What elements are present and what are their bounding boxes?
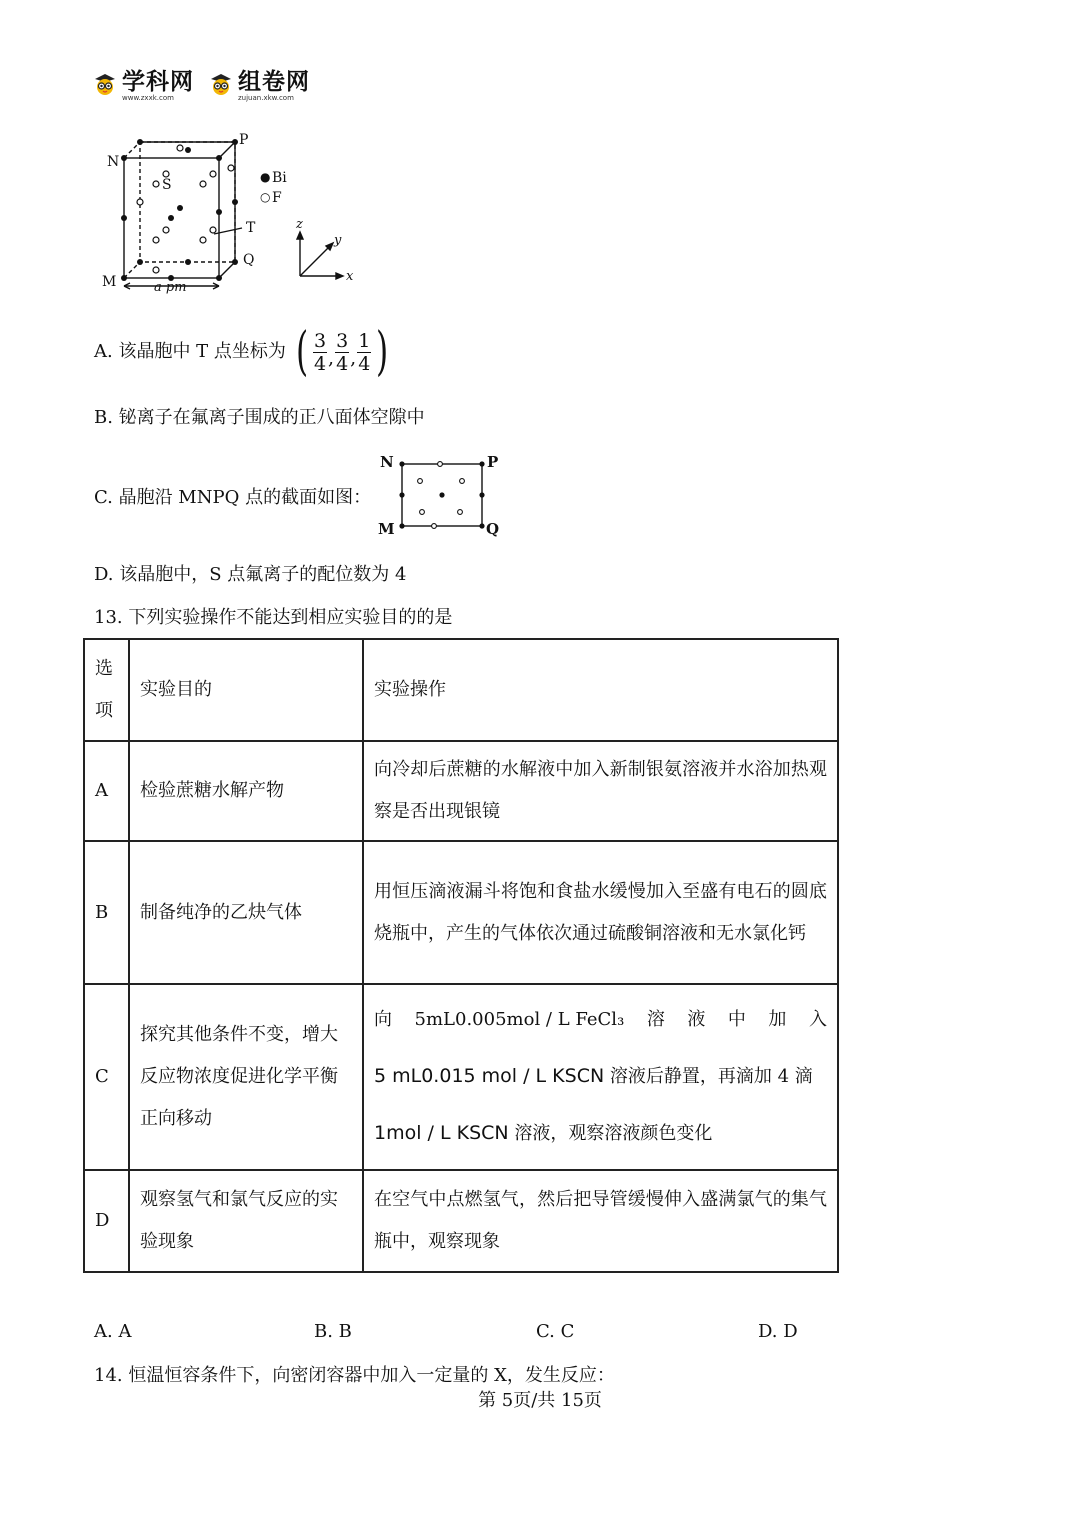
fraction: 1 4 xyxy=(358,329,371,375)
coordinate-tuple: ( 3 4 , 3 4 , 1 4 ) xyxy=(295,322,389,382)
choice-a[interactable]: A. A xyxy=(94,1321,132,1342)
row-option: A xyxy=(84,741,129,841)
row-purpose: 探究其他条件不变，增大反应物浓度促进化学平衡正向移动 xyxy=(129,984,363,1170)
point-t-label: T xyxy=(246,220,256,236)
vertex-m-label: M xyxy=(102,274,117,290)
row-operation: 在空气中点燃氢气，然后把导管缓慢伸入盛满氯气的集气瓶中，观察现象 xyxy=(363,1170,838,1272)
legend-bi-symbol: ● xyxy=(260,170,271,184)
choice-d[interactable]: D. D xyxy=(758,1321,798,1342)
section-mnpq-figure xyxy=(374,450,506,542)
logo-name: 组卷网 xyxy=(238,69,310,95)
page-number: 第 5页/共 15页 xyxy=(478,1390,602,1411)
row-operation: 向冷却后蔗糖的水解液中加入新制银氨溶液并水浴加热观察是否出现银镜 xyxy=(363,741,838,841)
section-m-label: M xyxy=(378,520,395,538)
vertex-q-label: Q xyxy=(243,252,255,268)
experiment-table xyxy=(83,638,839,1273)
header-logos xyxy=(92,70,310,102)
logo-name: 学科网 xyxy=(122,69,194,95)
row-option: B xyxy=(84,841,129,984)
header-operation: 实验操作 xyxy=(363,639,838,741)
section-n-label: N xyxy=(380,453,394,471)
choice-c[interactable]: C. C xyxy=(536,1321,575,1342)
section-q-label: Q xyxy=(486,520,500,538)
axis-z-label: z xyxy=(296,217,303,232)
vertex-n-label: N xyxy=(107,154,120,170)
question-14: 14. 恒温恒容条件下，向密闭容器中加入一定量的 X，发生反应： xyxy=(94,1365,615,1386)
row-operation: 用恒压滴液漏斗将饱和食盐水缓慢加入至盛有电石的圆底烧瓶中，产生的气体依次通过硫酸铜溶液和无水氯化钙 xyxy=(363,841,838,984)
option-a-text: A. 该晶胞中 T 点坐标为 xyxy=(94,341,286,362)
logo-url: zujuan.xkw.com xyxy=(238,94,294,102)
legend-f-symbol: ○ xyxy=(260,190,271,204)
row-purpose: 制备纯净的乙炔气体 xyxy=(129,841,363,984)
table-row xyxy=(84,741,838,841)
owl-icon xyxy=(92,70,118,96)
header-purpose: 实验目的 xyxy=(129,639,363,741)
legend-f-label: F xyxy=(272,190,282,206)
row-purpose: 观察氢气和氯气反应的实验现象 xyxy=(129,1170,363,1272)
table-row xyxy=(84,841,838,984)
row-option: C xyxy=(84,984,129,1170)
option-b: B. 铋离子在氟离子围成的正八面体空隙中 xyxy=(94,407,425,428)
option-a xyxy=(94,322,393,382)
operation-line-1: 向 5mL0.005mol / L FeCl₃ 溶 液 中 加 入 xyxy=(374,1009,827,1030)
option-d: D. 该晶胞中，S 点氟离子的配位数为 4 xyxy=(94,564,407,585)
logo-xuekewang[interactable] xyxy=(92,70,194,102)
operation-line-2: 5 mL0.015 mol / L KSCN 溶液后静置，再滴加 4 滴 xyxy=(374,1065,813,1087)
choice-b[interactable]: B. B xyxy=(314,1321,352,1342)
vertex-p-label: P xyxy=(239,132,249,148)
owl-icon xyxy=(208,70,234,96)
section-p-label: P xyxy=(487,453,499,471)
table-row xyxy=(84,984,838,1170)
axis-x-label: x xyxy=(346,269,354,284)
operation-line-3: 1mol / L KSCN 溶液，观察溶液颜色变化 xyxy=(374,1122,713,1144)
question-13: 13. 下列实验操作不能达到相应实验目的的是 xyxy=(94,607,453,628)
fraction: 3 4 xyxy=(336,329,349,375)
legend-bi-label: Bi xyxy=(272,170,287,186)
header-option: 选 项 xyxy=(84,639,129,741)
logo-url: www.zxxk.com xyxy=(122,94,174,102)
logo-zujuanwang[interactable] xyxy=(208,70,310,102)
point-s-label: S xyxy=(162,177,172,193)
dimension-label: a pm xyxy=(154,280,187,295)
axis-y-label: y xyxy=(334,233,342,248)
table-header-row xyxy=(84,639,838,741)
row-operation xyxy=(363,984,838,1170)
row-purpose: 检验蔗糖水解产物 xyxy=(129,741,363,841)
row-option: D xyxy=(84,1170,129,1272)
crystal-cell-figure xyxy=(98,128,378,300)
table-row xyxy=(84,1170,838,1272)
option-c: C. 晶胞沿 MNPQ 点的截面如图： xyxy=(94,487,372,508)
fraction: 3 4 xyxy=(313,329,327,375)
